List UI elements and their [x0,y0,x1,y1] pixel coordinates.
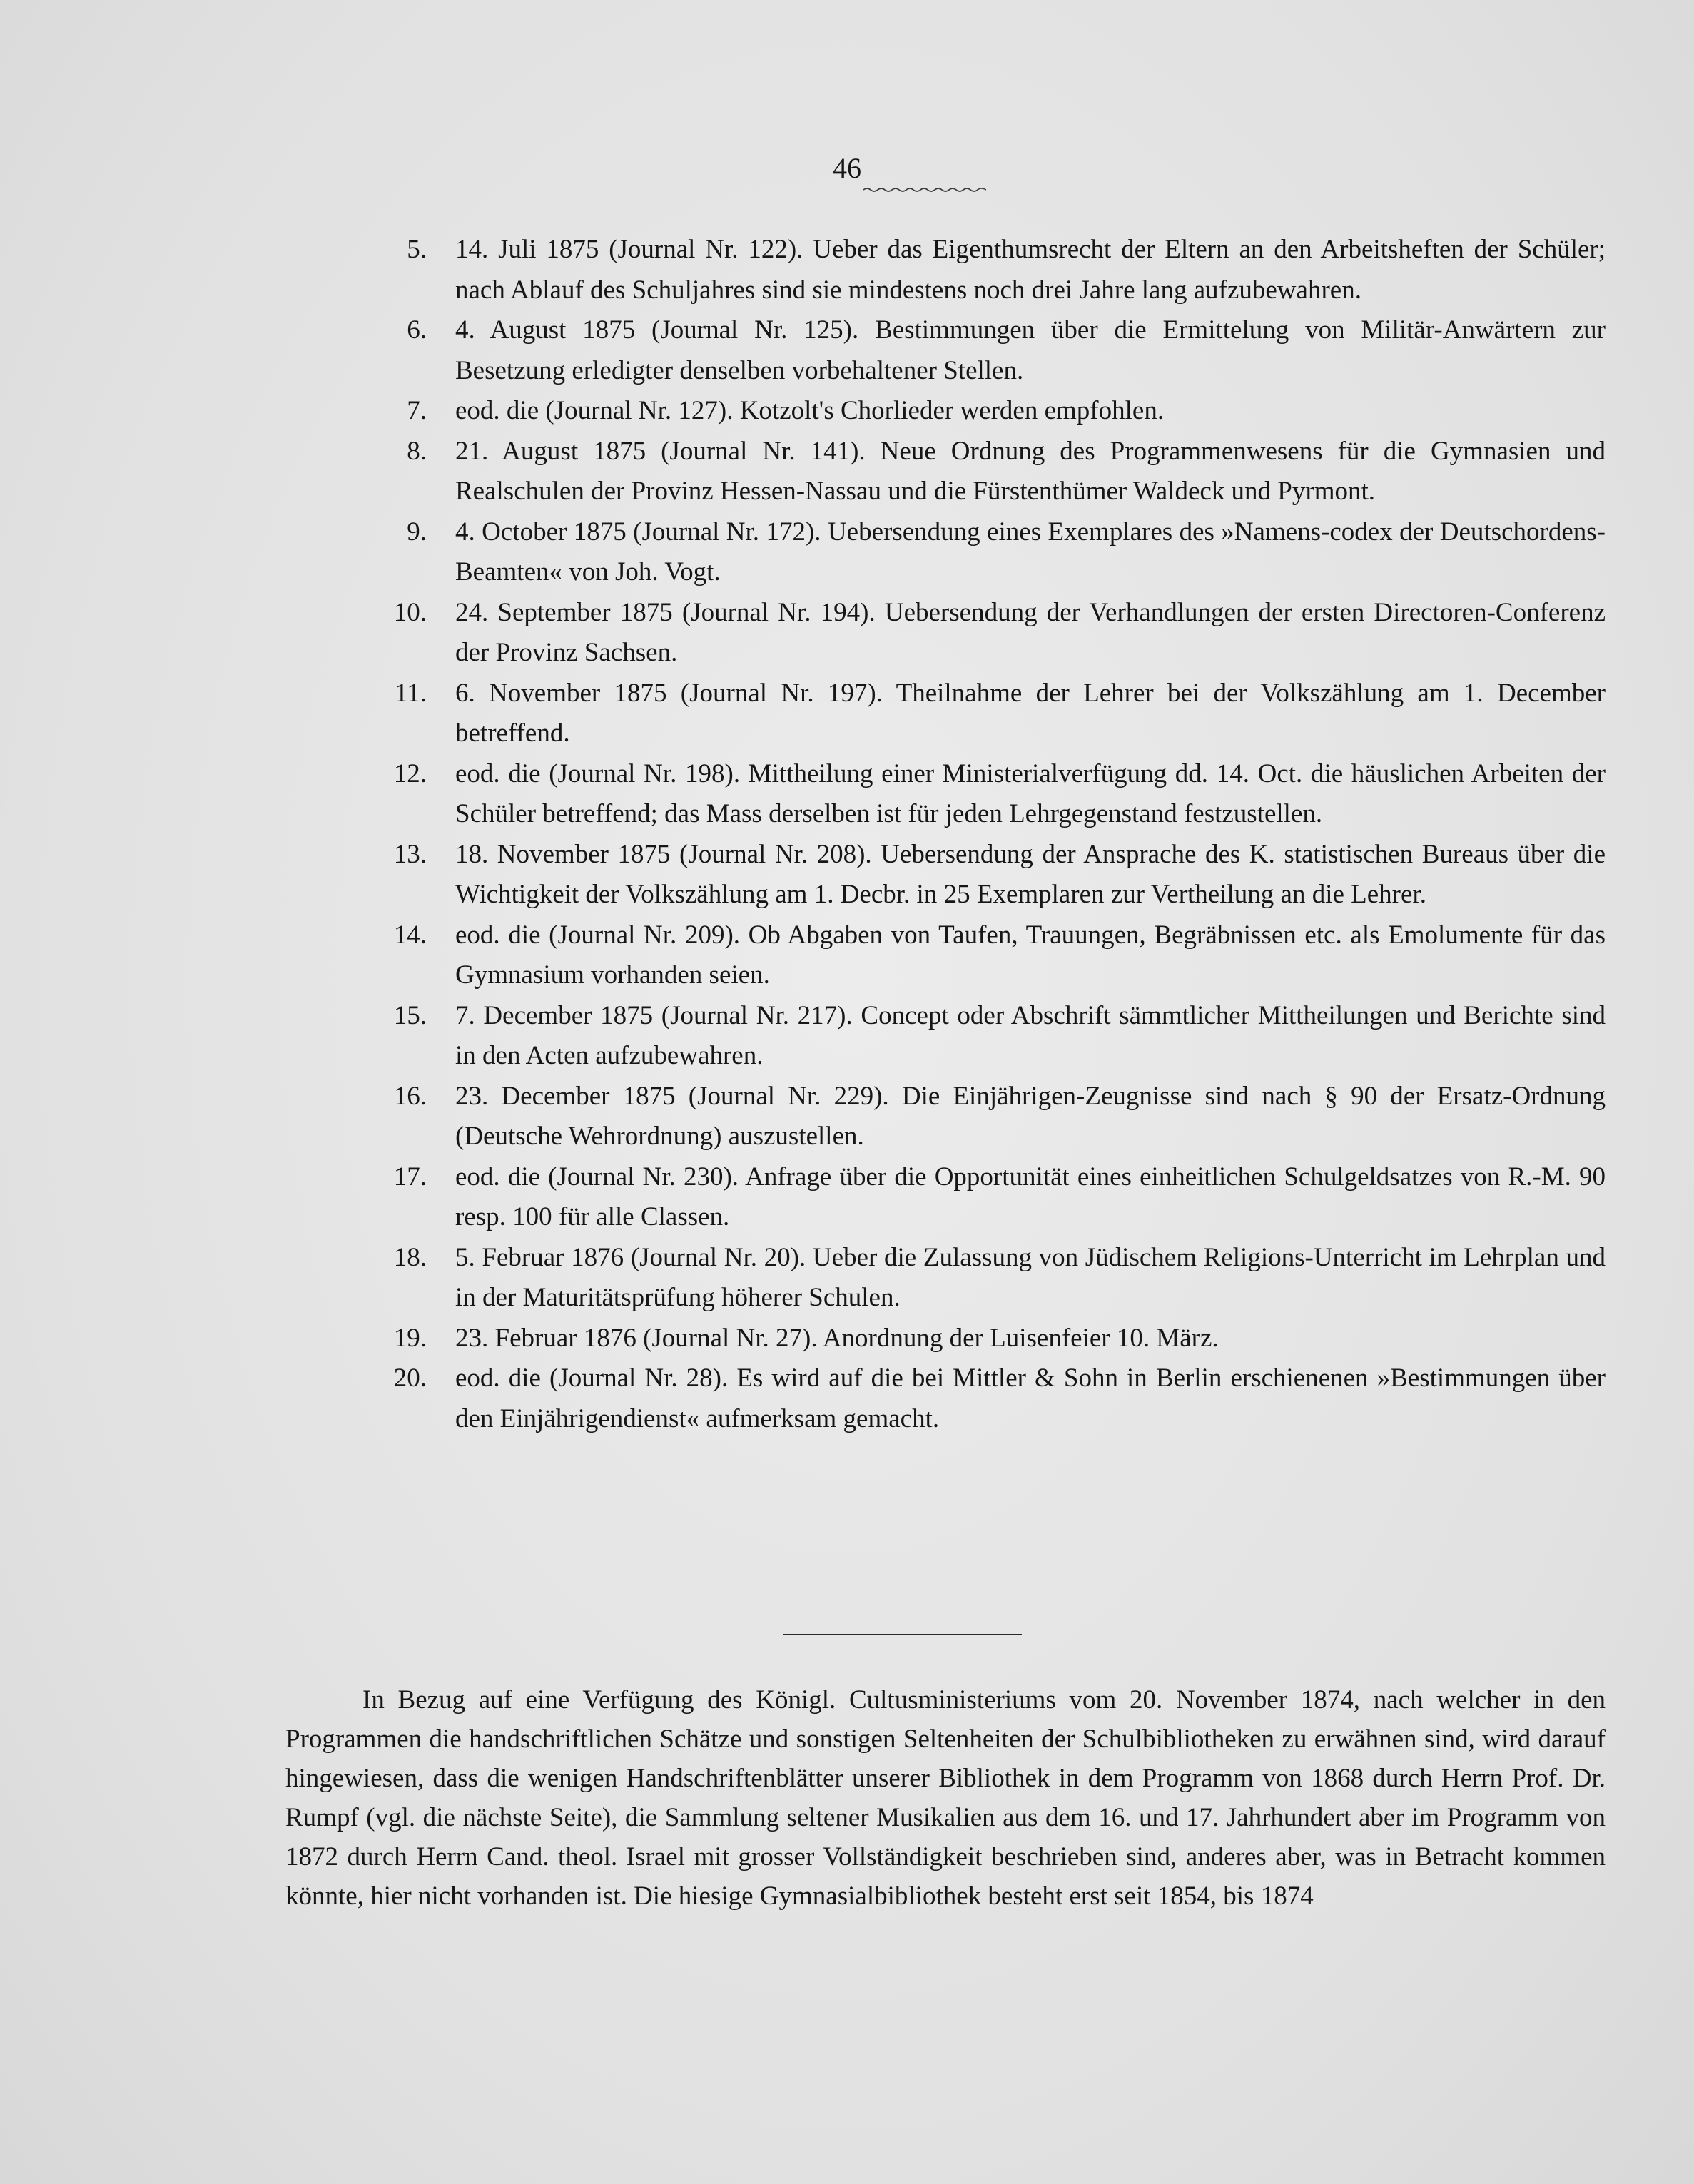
entry-text: 24. September 1875 (Journal Nr. 194). Uebersendung der Verhandlungen der ersten Directoren-Conferenz der Provinz Sachsen. [455,597,1606,667]
decree-list [378,230,1606,1439]
entry-number: 15. [393,1000,427,1030]
entry-text: 23. December 1875 (Journal Nr. 229). Die Einjährigen-Zeugnisse sind nach § 90 der Ersatz-Ordnung (Deutsche Wehrordnung) auszustellen. [455,1081,1606,1151]
entry-number: 19. [393,1323,427,1353]
entry-text: eod. die (Journal Nr. 127). Kotzolt's Chorlieder werden empfohlen. [455,396,1165,425]
entry-number: 8. [407,436,427,466]
list-item [378,512,1606,593]
entry-number: 18. [393,1242,427,1272]
entry-number: 13. [393,839,427,869]
entry-number: 6. [407,315,427,345]
entry-text: eod. die (Journal Nr. 198). Mittheilung einer Ministerialverfügung dd. 14. Oct. die häuslichen Arbeiten der Schüler betreffend; das Mass derselben ist für jeden Lehrgegenstand festzustellen. [455,758,1606,828]
entry-number: 17. [393,1162,427,1192]
entry-text: 5. Februar 1876 (Journal Nr. 20). Ueber die Zulassung von Jüdischem Religions-Unterricht im Lehrplan und in der Maturitätsprüfung höherer Schulen. [455,1242,1606,1312]
entry-text: 21. August 1875 (Journal Nr. 141). Neue Ordnung des Programmenwesens für die Gymnasien und Realschulen der Provinz Hessen-Nassau und die Fürstenthümer Waldeck und Pyrmont. [455,436,1606,506]
entry-text: eod. die (Journal Nr. 209). Ob Abgaben von Taufen, Trauungen, Begräbnissen etc. als Emolumente für das Gymnasium vorhanden seien. [455,920,1606,990]
list-item [378,835,1606,915]
list-item [378,593,1606,674]
page-number-ornament [863,187,986,193]
list-item [378,1238,1606,1319]
entry-number: 5. [407,235,427,264]
list-item [378,915,1606,996]
entry-number: 11. [395,678,427,708]
body-paragraph: In Bezug auf eine Verfügung des Königl. Cultusministeriums vom 20. November 1874, nach welcher in den Programmen die handschriftlichen Schätze und sonstigen Seltenheiten der Schulbibliotheken zu erwähnen sind, wird darauf hingewiesen, dass die wenigen Handschriftenblätter unserer Bibliothek in dem Programm von 1868 durch Herrn Prof. Dr. Rumpf (vgl. die nächste Seite), die Sammlung seltener Musikalien aus dem 16. und 17. Jahrhundert aber im Programm von 1872 durch Herrn Cand. theol. Israel mit grosser Vollständigkeit beschrieben sind, anderes aber, was in Betracht kommen könnte, hier nicht vorhanden ist. Die hiesige Gymnasialbibliothek besteht erst seit 1854, bis 1874 [285,1685,1606,1911]
entry-number: 10. [393,597,427,627]
entry-number: 12. [393,758,427,788]
list-item [378,310,1606,391]
list-item [378,996,1606,1077]
entry-text: 4. October 1875 (Journal Nr. 172). Uebersendung eines Exemplares des »Namens-codex der Deutschordens-Beamten« von Joh. Vogt. [455,517,1606,586]
entry-text: eod. die (Journal Nr. 230). Anfrage über die Opportunität eines einheitlichen Schulgeldsatzes von R.-M. 90 resp. 100 für alle Classen. [455,1162,1606,1231]
list-item [378,230,1606,310]
list-item [378,674,1606,754]
list-item [378,391,1606,432]
list-item [378,1157,1606,1238]
page-number: 46 [833,152,861,184]
entry-text: 23. Februar 1876 (Journal Nr. 27). Anordnung der Luisenfeier 10. März. [455,1323,1219,1353]
entry-number: 7. [407,396,427,425]
section-divider [783,1634,1022,1635]
entry-text: 18. November 1875 (Journal Nr. 208). Uebersendung der Ansprache des K. statistischen Bureaus über die Wichtigkeit der Volkszählung am 1. Decbr. in 25 Exemplaren zur Vertheilung an die Lehrer. [455,839,1606,909]
list-item [378,1358,1606,1439]
list-item [378,432,1606,512]
entry-number: 9. [407,517,427,547]
entry-text: 14. Juli 1875 (Journal Nr. 122). Ueber das Eigenthumsrecht der Eltern an den Arbeitsheften der Schüler; nach Ablauf des Schuljahres sind sie mindestens noch drei Jahre lang aufzubewahren. [455,235,1606,305]
entry-number: 14. [393,920,427,950]
entry-text: eod. die (Journal Nr. 28). Es wird auf die bei Mittler & Sohn in Berlin erschienenen »Bestimmungen über den Einjährigendienst« aufmerksam gemacht. [455,1363,1606,1433]
entry-text: 4. August 1875 (Journal Nr. 125). Bestimmungen über die Ermittelung von Militär-Anwärtern zur Besetzung erledigter denselben vorbehaltener Stellen. [455,315,1606,385]
entry-number: 20. [393,1363,427,1393]
list-item [378,754,1606,835]
entry-text: 7. December 1875 (Journal Nr. 217). Concept oder Abschrift sämmtlicher Mittheilungen und Berichte sind in den Acten aufzubewahren. [455,1000,1606,1070]
entry-text: 6. November 1875 (Journal Nr. 197). Theilnahme der Lehrer bei der Volkszählung am 1. December betreffend. [455,678,1606,748]
list-item [378,1077,1606,1157]
list-item [378,1319,1606,1359]
entry-number: 16. [393,1081,427,1111]
